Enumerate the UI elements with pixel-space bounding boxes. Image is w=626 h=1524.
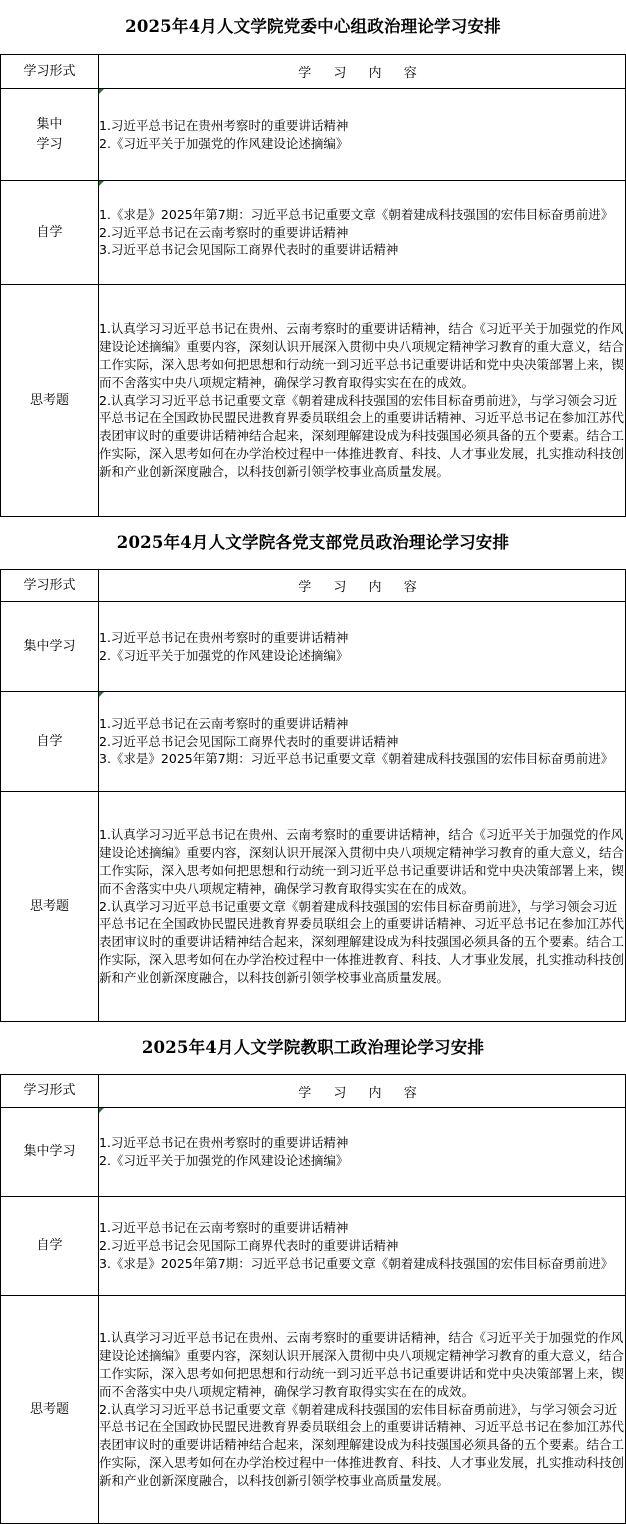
section-1-title: 2025年4月人文学院党委中心组政治理论学习安排 (125, 17, 501, 36)
section-2-table (0, 569, 626, 1022)
content-line: 1.《求是》2025年第7期：习近平总书记重要文章《朝着建成科技强国的宏伟目标奋勇前进》 (99, 206, 614, 222)
content-line: 3.习近平总书记会见国际工商界代表时的重要讲话精神 (99, 242, 399, 258)
content-line: 1.认真学习习近平总书记在贵州、云南考察时的重要讲话精神，结合《习近平关于加强党的作风建设论述摘编》重要内容，深刻认识开展深入贯彻中央八项规定精神学习教育的重大意义，结合工作实际，深入思考如何把思想和行动统一到习近平总书记重要讲话和党中央决策部署上来，锲而不舍落实中央八项规定精神，确保学习教育取得实实在在的成效。 (99, 1330, 625, 1399)
table-row (1, 181, 626, 285)
content-line: 2.《习近平关于加强党的作风建设论述摘编》 (99, 647, 349, 663)
table-row (1, 602, 626, 692)
content-line: 2.习近平总书记在云南考察时的重要讲话精神 (99, 224, 349, 240)
header-content: 学 习 内 容 (99, 1075, 626, 1108)
cell-comment-marker-icon (99, 1108, 104, 1113)
content-line: 3.《求是》2025年第7期：习近平总书记重要文章《朝着建成科技强国的宏伟目标奋勇前进》 (99, 1255, 614, 1271)
cell-comment-marker-icon (99, 181, 104, 186)
row-content (99, 792, 626, 1022)
content-line: 3.《求是》2025年第7期：习近平总书记重要文章《朝着建成科技强国的宏伟目标奋勇前进》 (99, 751, 614, 767)
row-label: 思考题 (1, 792, 99, 1022)
cell-comment-marker-icon (99, 692, 104, 697)
row-label: 集中学习 (1, 1108, 99, 1197)
row-content (99, 1296, 626, 1524)
row-content (99, 1108, 626, 1197)
row-label (1, 89, 99, 181)
row-label: 自学 (1, 181, 99, 285)
row-content (99, 602, 626, 692)
table-header-row (1, 55, 626, 89)
row-content (99, 1197, 626, 1296)
row-label: 自学 (1, 1197, 99, 1296)
content-line: 1.习近平总书记在云南考察时的重要讲话精神 (99, 1220, 349, 1236)
content-line: 1.习近平总书记在贵州考察时的重要讲话精神 (99, 629, 349, 645)
header-form: 学习形式 (1, 1075, 99, 1108)
content-line: 1.习近平总书记在贵州考察时的重要讲话精神 (99, 1135, 349, 1151)
row-label: 自学 (1, 692, 99, 792)
section-2-title: 2025年4月人文学院各党支部党员政治理论学习安排 (116, 533, 510, 552)
row-label-line: 学习 (36, 136, 63, 152)
content-line: 2.习近平总书记会见国际工商界代表时的重要讲话精神 (99, 1238, 399, 1254)
content-line: 1.习近平总书记在云南考察时的重要讲话精神 (99, 715, 349, 731)
row-label: 思考题 (1, 285, 99, 517)
header-content: 学 习 内 容 (99, 55, 626, 89)
table-row (1, 1197, 626, 1296)
content-line: 1.习近平总书记在贵州考察时的重要讲话精神 (99, 117, 349, 133)
content-line: 2.认真学习习近平总书记重要文章《朝着建成科技强国的宏伟目标奋勇前进》，与学习领会习近平总书记在全国政协民盟民进教育界委员联组会上的重要讲话精神、习近平总书记在参加江苏代表团审议时的重要讲话精神结合起来，深刻理解建设成为科技强国必须具备的五个要素。结合工作实际，深入思考如何在办学治校过程中一体推进教育、科技、人才事业发展，扎实推动科技创新和产业创新深度融合，以科技创新引领学校事业高质量发展。 (99, 392, 625, 479)
content-line: 2.《习近平关于加强党的作风建设论述摘编》 (99, 135, 349, 151)
section-3-title: 2025年4月人文学院教职工政治理论学习安排 (141, 1038, 485, 1057)
header-form: 学习形式 (1, 55, 99, 89)
row-content (99, 89, 626, 181)
content-line: 1.认真学习习近平总书记在贵州、云南考察时的重要讲话精神，结合《习近平关于加强党的作风建设论述摘编》重要内容，深刻认识开展深入贯彻中央八项规定精神学习教育的重大意义，结合工作实际，深入思考如何把思想和行动统一到习近平总书记重要讲话和党中央决策部署上来，锲而不舍落实中央八项规定精神，确保学习教育取得实实在在的成效。 (99, 321, 625, 390)
table-row (1, 285, 626, 517)
table-row (1, 792, 626, 1022)
row-content (99, 181, 626, 285)
table-row (1, 1108, 626, 1197)
table-header-row (1, 1075, 626, 1108)
content-line: 2.《习近平关于加强党的作风建设论述摘编》 (99, 1153, 349, 1168)
table-header-row (1, 570, 626, 602)
row-label: 思考题 (1, 1296, 99, 1524)
table-row (1, 692, 626, 792)
content-line: 1.认真学习习近平总书记在贵州、云南考察时的重要讲话精神，结合《习近平关于加强党的作风建设论述摘编》重要内容，深刻认识开展深入贯彻中央八项规定精神学习教育的重大意义，结合工作实际，深入思考如何把思想和行动统一到习近平总书记重要讲话和党中央决策部署上来，锲而不舍落实中央八项规定精神，确保学习教育取得实实在在的成效。 (99, 827, 625, 896)
row-label-line: 集中 (36, 116, 63, 132)
row-content (99, 692, 626, 792)
cell-comment-marker-icon (99, 89, 104, 94)
content-line: 2.认真学习习近平总书记重要文章《朝着建成科技强国的宏伟目标奋勇前进》，与学习领会习近平总书记在全国政协民盟民进教育界委员联组会上的重要讲话精神、习近平总书记在参加江苏代表团审议时的重要讲话精神结合起来，深刻理解建设成为科技强国必须具备的五个要素。结合工作实际，深入思考如何在办学治校过程中一体推进教育、科技、人才事业发展，扎实推动科技创新和产业创新深度融合，以科技创新引领学校事业高质量发展。 (99, 898, 625, 985)
header-form: 学习形式 (1, 570, 99, 602)
section-1-table (0, 54, 626, 517)
content-line: 2.习近平总书记会见国际工商界代表时的重要讲话精神 (99, 733, 399, 749)
section-3-table (0, 1074, 626, 1524)
row-content (99, 285, 626, 517)
header-content: 学 习 内 容 (99, 570, 626, 602)
row-label: 集中学习 (1, 602, 99, 692)
table-row (1, 1296, 626, 1524)
content-line: 2.认真学习习近平总书记重要文章《朝着建成科技强国的宏伟目标奋勇前进》，与学习领会习近平总书记在全国政协民盟民进教育界委员联组会上的重要讲话精神、习近平总书记在参加江苏代表团审议时的重要讲话精神结合起来，深刻理解建设成为科技强国必须具备的五个要素。结合工作实际，深入思考如何在办学治校过程中一体推进教育、科技、人才事业发展，扎实推动科技创新和产业创新深度融合，以科技创新引领学校事业高质量发展。 (99, 1401, 625, 1488)
table-row (1, 89, 626, 181)
